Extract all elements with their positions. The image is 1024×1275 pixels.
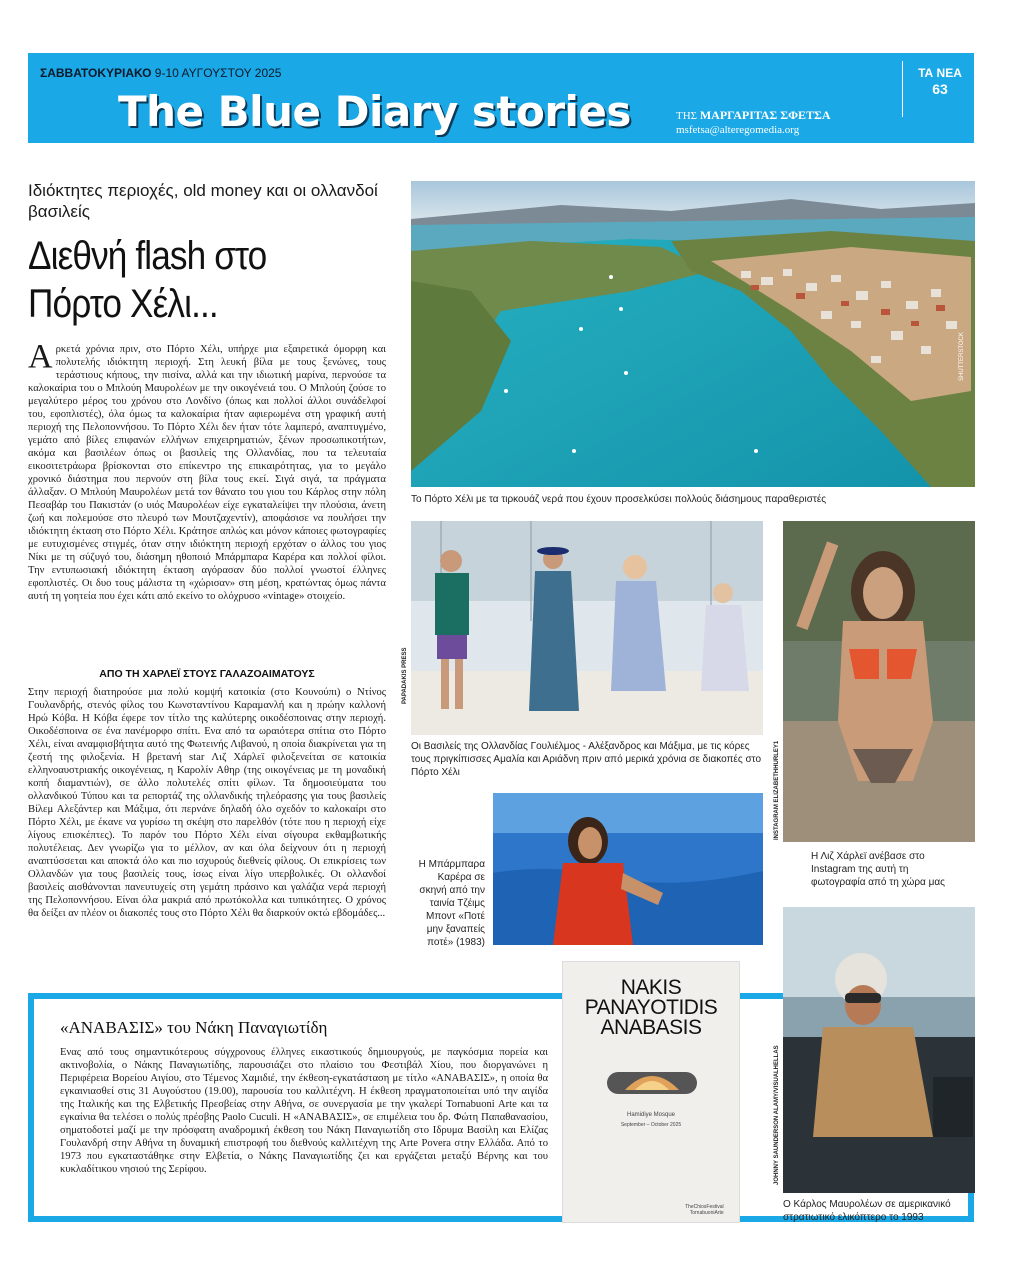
poster-venue: Hamidiye Mosque [626, 1112, 676, 1118]
hurley-caption: Η Λιζ Χάρλεϊ ανέβασε στο Instagram της αυτή τη φωτογραφία από τη χώρα μας [811, 851, 945, 888]
publication-name: ΤΑ ΝΕΑ [918, 66, 962, 80]
hurley-credit-source: INSTAGRAM [774, 804, 780, 840]
carlos-credit-source: JOHNNY SAUNDERSON [774, 1115, 780, 1185]
royals-caption: Οι Βασιλείς της Ολλανδίας Γουλιέλμος - Αλέξανδρος και Μάξιμα, με τις κόρες τους πριγκίπισσες Αμαλία και Αριάδνη πριν από μερικά χρόνια σε διακοπές στο Πόρτο Χέλι [411, 741, 762, 778]
header-divider [902, 61, 903, 117]
poster-dates: September – October 2025 [620, 1122, 682, 1128]
author-email[interactable]: msfetsa@alteregomedia.org [676, 124, 800, 136]
carlos-credit-handle: ALAMY/VISUALHELLAS [774, 1045, 780, 1115]
byline-prefix: ΤΗΣ [676, 110, 698, 122]
article-body-part1: Αρκετά χρόνια πριν, στο Πόρτο Χέλι, υπήρχε μια εξαιρετικά όμορφη και πολυτελής ιδιόκτητη περιοχή. Στη λευκή βίλα με τους ξενώνες, τους τεράστιους κήπους, την πισίνα, αλλά και την ιδιωτική μαρίνα, περνούσε τα καλοκαίρια του ο Μπλούη Μαυρολέων με την οικογένειά του. Ο Μπλούη ζούσε το μεγαλύτερο μέρος του χρόνου στο Λονδίνο (όπως και πολλοί άλλοι συνάδελφοί του, εφοπλιστές), όλα όμως τα καλοκαίρια ήταν αφιερωμένα στη γραφική αυτή περιοχή της Πελοποννήσου. Το Πόρτο Χέλι δεν ήταν τότε λαμπερό, αναπτυγμένο, γεμάτο από βίλες επιφανών ελλήνων επιχειρηματιών, ξένων προσωπικοτήτων, ακόμα και βασιλέων όπως οι βασιλείς της Ολλανδίας, που τα τελευταία εικοσιτετράωρα βρίσκονται στο επίκεντρο της επικαιρότητας, για το μεγάλο χρονικό διάστημα που περνούν στη βίλα τους εκεί. Σιγά σιγά, τα πράγματα άλλαξαν. Ο Μπλούη Μαυρολέων μετά τον θάνατο του γιου του Κάρλος στην πόλη Πεσαβάρ του Πακιστάν (ο υιός Μαυρολέων είχε εγκαταλείψει την πλούσια, άνετη ζωή και πολεμούσε στο πλευρό των Μουτζαχεντίν), αποφάσισε να πουλήσει την ιδιόκτητη έκταση στο Πόρτο Χέλι. Κράτησε απλώς και μόνον κάποιες φωτογραφίες με ευτυχισμένες στιγμές, όταν στην ιδιόκτητη περιοχή ερχόταν ο άλλος του γιος Νίκι με τη σύζυγό του, διάσημη ηθοποιό Μπάρμπαρα Καρέρα και πολλοί φίλοι. Την εντυπωσιακή ιδιόκτητη έκταση αγόρασαν δύο πολλοί γνωστοί έλληνες εφοπλιστές. Οι δυο τους μάλιστα τη «χώρισαν» στη μέση, κρατώντας όμως πάντα αυτή τη γοητεία που έχει κάτι από εκείνο το ολόχρυσο «vintage» στοιχείο. [28, 338, 386, 602]
royals-photo-credit: PAPADAKIS PRESS [402, 647, 408, 704]
exhibition-title: «ΑΝΑΒΑΣΙΣ» του Νάκη Παναγιωτίδη [60, 1018, 328, 1037]
carlos-photo-credit [774, 1045, 780, 1185]
article-body-part2: Στην περιοχή διατηρούσε μια πολύ κομψή κατοικία (στο Κουνούπι) ο Ντίνος Γουλανδρής, στενός φίλος του Κωνσταντίνου Καραμανλή και η πρώην καλλονή Ηρώ Κόβα. Η Κόβα έφερε τον τίτλο της καλύτερης οικοδέσποινας στην περιοχή. Οικοδέσποινα σε ένα πανέμορφο σπίτι. Ενα από τα ωραιότερα σπίτια στο Πόρτο Χέλι, είναι αναμφισβήτητα αυτό της Φωτεινής Λιβανού, η οποία διακρίνεται για τη ζεστή της φιλοξενία. Η βρετανή star Λιζ Χάρλεϊ φιλοξενείται σε κατοικία ελληνοαυστριακής οικογένειας, η Καρολίν Αθηρ (της οικογένειας με τη μοναδική κοπή διαμαντιών), σε άλλο πολυτελές σπίτι φίλων. Τα δημοσιεύματα του ολλανδικού Τύπου και τα ρεπορτάζ της ολλανδικής τηλεόρασης για τους βασιλείς Βίλεμ Αλεξάντερ και Μάξιμα, ότι περνάνε δηλαδή όλο σχεδόν το καλοκαίρι στο Πόρτο Χέλι, με έκανε να γυρίσω τη σκέψη στο παρελθόν (τότε που η περιοχή είχε λίγους επισκέπτες). Το παρόν του Πόρτο Χέλι είναι σίγουρα εκθαμβωτικής πολυτέλειας. Δεν γνωρίζω για το μέλλον, αν και όλα δείχνουν ότι η περιοχή αναπτύσσεται και αποκτά όλο και πιο ισχυρούς διεθνείς φίλους. Οι επικρίσεις των Ολλανδών για τους βασιλείς τους, ίσως είναι λίγο υπερβολικές. Οι ολλανδοί βασιλείς αισθάνονται πανευτυχείς στη γεμάτη πράσινο και γαλάζια νερά περιοχή της Πελοποννήσου. Είναι όλα μακριά από πρωτόκολλα και τυπικότητες. Ο χρόνος θα δείξει αν πλέον οι διακοπές τους στο Πόρτο Χέλι θα διαρκούν οκτώ εβδομάδες... [28, 687, 386, 919]
poster-line-2: PANAYOTIDIS [584, 996, 718, 1019]
liz-hurley-photo [783, 521, 975, 842]
anabasis-poster [562, 961, 740, 1223]
porto-heli-aerial-photo [411, 181, 975, 487]
poster-footer-gallery: TornabuoniArte [689, 1210, 724, 1216]
weekend-label: ΣΑΒΒΑΤΟΚΥΡΙΑΚΟ [40, 66, 152, 80]
issue-dateline [40, 66, 281, 80]
exhibition-text: Ενας από τους σημαντικότερους σύγχρονους έλληνες εικαστικούς δημιουργούς, με παγκόσμια πορεία και ακτινοβολία, ο Νάκης Παναγιωτίδης, παρουσιάζει στο πλαίσιο του Φεστιβάλ Χίου, που διοργανώνει η Περιφέρεια Βορείου Αιγίου, στο Τέμενος Χαμιδιέ, την έκθεση-εγκατάσταση με τίτλο «ΑΝΑΒΑΣΙΣ», η οποία θα εγκαινιασθεί στις 31 Αυγούστου (19.00), παρουσία του καλλιτέχνη. Η έκθεση πραγματοποιείται υπό την αιγίδα της Ιταλικής και της Ελβετικής Πρεσβείας στην Αθήνα, σε συνεργασία με την γκαλερί Tornabuoni Arte και τα εγκαίνια θα τελέσει ο πολύς πρέσβης Paolo Cuculi. Η «ΑΝΑΒΑΣΙΣ», σε επιμέλεια του δρ. Φώτη Παπαθανασίου, σηματοδοτεί μαζί με την πρόσφατη αναδρομική έκθεση του Νάκη Παναγιωτίδη στο Ιδρυμα Βασίλη και Ελίζας Γουλανδρή στην Αθήνα τη δυναμική επιστροφή του διεθνούς καλλιτέχνη της Arte Povera στην Ελλάδα. Από το 1973 που εγκαταστάθηκε στην Ελβετία, ο Νάκης Παναγιωτίδης ζει και εργάζεται μεταξύ Βέρνης και του κυκλαδίτικου νησιού της Σερίφου. [60, 1047, 548, 1175]
porto-heli-caption: Το Πόρτο Χέλι με τα τιρκουάζ νερά που έχουν προσελκύσει πολλούς διάσημους παραθεριστές [411, 494, 827, 505]
hurley-photo-credit [774, 741, 780, 840]
page-number: 63 [932, 81, 948, 97]
poster-title [563, 978, 739, 1038]
poster-footer-festival: TheChiosFestival [685, 1204, 724, 1210]
column-title: The Blue Diary stories [118, 87, 631, 136]
poster-line-1: NAKIS [620, 976, 682, 999]
article-headline: Διεθνή flash στο Πόρτο Χέλι... [28, 234, 267, 326]
byline [676, 108, 831, 123]
barbara-carrera-photo [493, 793, 763, 945]
article-kicker: Ιδιόκτητες περιοχές, old money και οι ολλανδοί βασιλείς [28, 181, 378, 221]
dutch-royals-photo [411, 521, 763, 735]
poster-footer [685, 1204, 724, 1216]
hurley-credit-handle: ELIZABETHHURLEY1 [774, 740, 780, 803]
carrera-caption: Η Μπάρμπαρα Καρέρα σε σκηνή από την ταινία Τζέιμς Μποντ «Ποτέ μην ξαναπείς ποτέ» (1983) [418, 859, 485, 948]
poster-line-3: ANABASIS [600, 1016, 702, 1039]
poster-artwork [607, 1062, 697, 1098]
issue-date: 9-10 ΑΥΓΟΥΣΤΟΥ 2025 [154, 66, 282, 80]
article-subheading: ΑΠΟ ΤΗ ΧΑΡΛΕΪ ΣΤΟΥΣ ΓΑΛΑΖΟΑΙΜΑΤΟΥΣ [99, 668, 315, 680]
porto-heli-photo-credit: SHUTTERSTOCK [959, 332, 965, 381]
carlos-mavroleon-photo [783, 907, 975, 1193]
carlos-caption: Ο Κάρλος Μαυρολέων σε αμερικανικό στρατιωτικό ελικόπτερο το 1993 [783, 1199, 951, 1223]
masthead-banner [28, 53, 974, 143]
author-name: ΜΑΡΓΑΡΙΤΑΣ ΣΦΕΤΣΑ [699, 108, 831, 122]
